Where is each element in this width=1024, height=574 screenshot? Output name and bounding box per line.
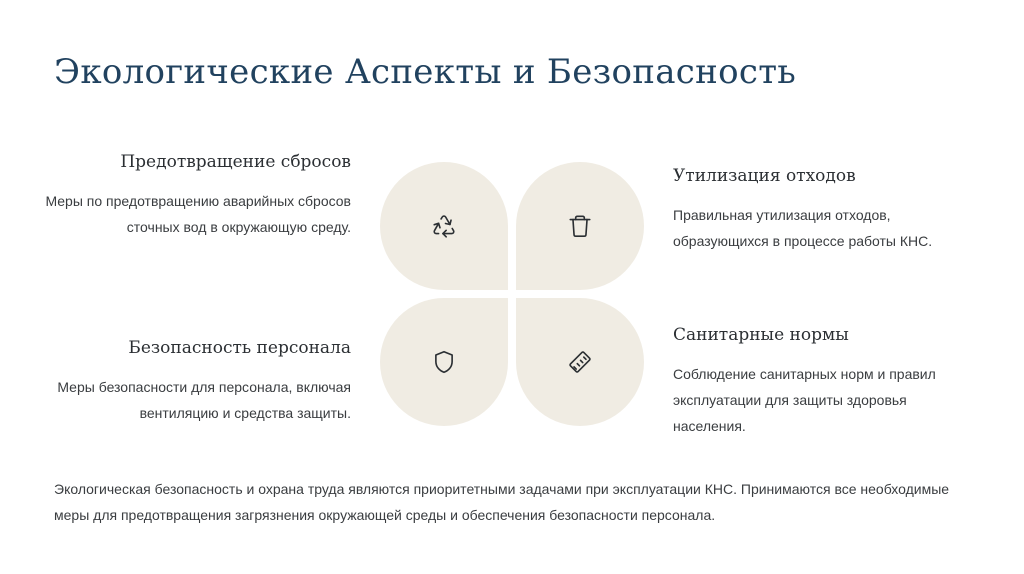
- item-spill-prevention: [31, 152, 351, 240]
- petal-top-left: [380, 162, 508, 290]
- petal-top-right: [516, 162, 644, 290]
- summary-text: Экологическая безопасность и охрана труда являются приоритетными задачами при эксплуатации КНС. Принимаются все необходимые меры для предотвращения загрязнения окружающей среды и обеспечения безопасности персонала.: [54, 481, 950, 523]
- item-heading: Утилизация отходов: [673, 166, 856, 186]
- item-text: Меры по предотвращению аварийных сбросов сточных вод в окружающую среду.: [45, 193, 351, 235]
- item-heading: Предотвращение сбросов: [120, 152, 351, 172]
- item-text: Правильная утилизация отходов, образующихся в процессе работы КНС.: [673, 207, 933, 249]
- item-sanitary-norms: [673, 325, 973, 439]
- item-heading: Санитарные нормы: [673, 325, 849, 345]
- shield-icon: [431, 349, 457, 375]
- petal-bottom-right: [516, 298, 644, 426]
- page-title: Экологические Аспекты и Безопасность: [54, 52, 797, 92]
- recycle-icon: [431, 213, 457, 239]
- trash-icon: [567, 213, 593, 239]
- item-heading: Безопасность персонала: [128, 338, 351, 358]
- ruler-icon: [567, 349, 593, 375]
- item-waste-disposal: [673, 166, 973, 254]
- item-text: Меры безопасности для персонала, включая вентиляцию и средства защиты.: [57, 379, 351, 421]
- item-personnel-safety: [31, 338, 351, 426]
- item-text: Соблюдение санитарных норм и правил эксплуатации для защиты здоровья населения.: [673, 366, 936, 434]
- petal-bottom-left: [380, 298, 508, 426]
